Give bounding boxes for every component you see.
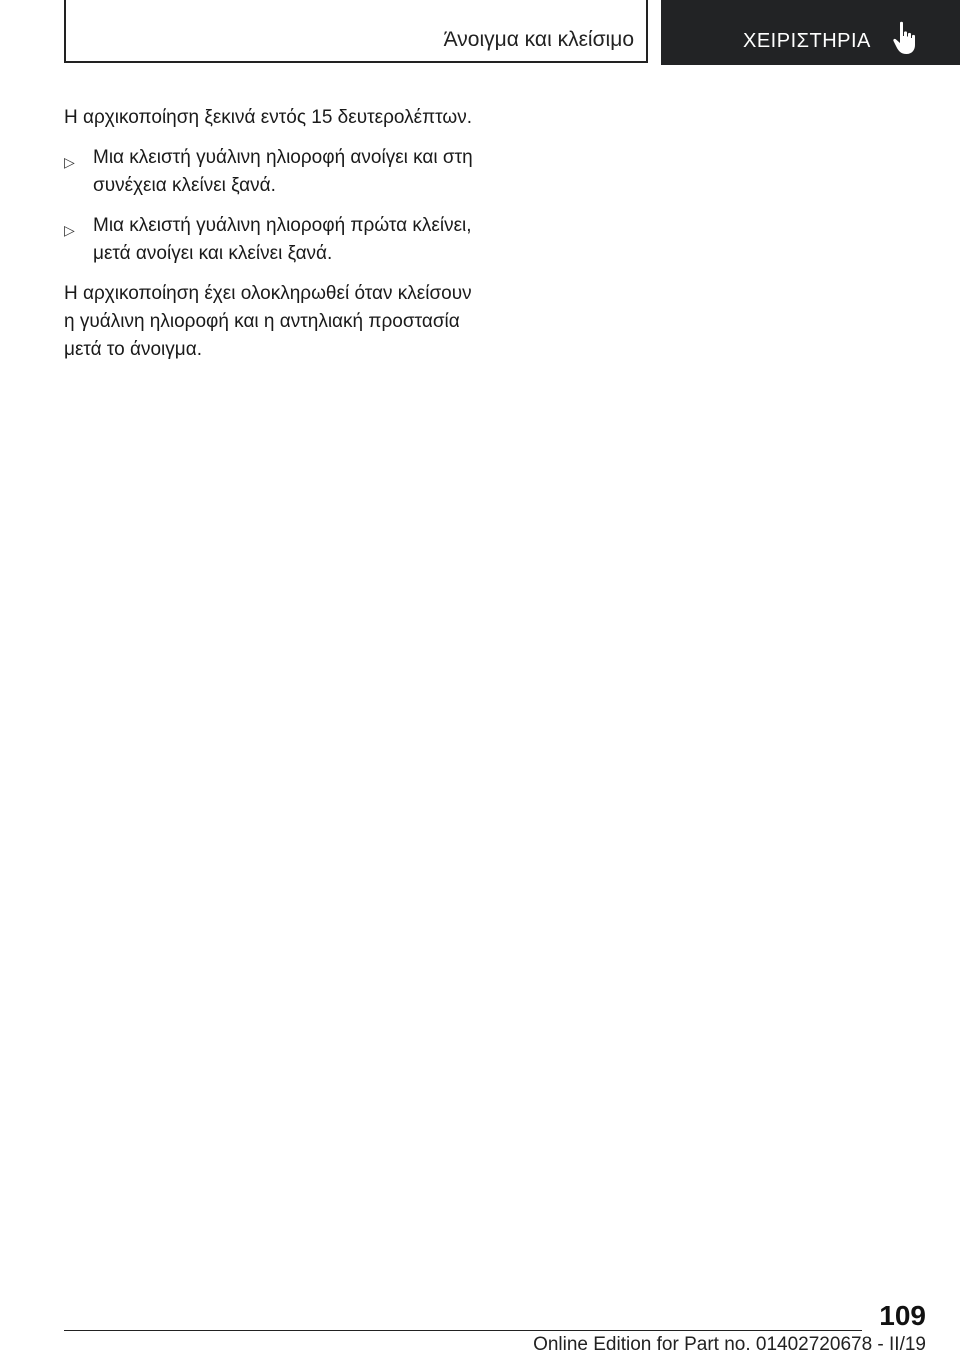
footer-edition: Online Edition for Part no. 01402720678 - II/19	[533, 1334, 926, 1355]
triangle-bullet-icon: ▷	[64, 222, 75, 238]
list-item	[64, 212, 484, 268]
list-item-text: Μια κλειστή γυάλινη ηλιοροφή ανοίγει και στη συνέχεια κλείνει ξανά.	[93, 147, 473, 196]
conclusion-paragraph: Η αρχικοποίηση έχει ολοκληρωθεί όταν κλείσουν η γυάλινη ηλιοροφή και η αντηλιακή προστασία μετά το άνοιγμα.	[64, 283, 472, 360]
list-item-text: Μια κλειστή γυάλινη ηλιοροφή πρώτα κλείνει, μετά ανοίγει και κλείνει ξανά.	[93, 215, 472, 264]
list-item	[64, 144, 484, 200]
triangle-bullet-icon: ▷	[64, 154, 75, 170]
chapter-title: ΧΕΙΡΙΣΤΗΡΙΑ	[743, 30, 871, 52]
header-chapter-tab	[661, 0, 960, 65]
footer-divider	[64, 1330, 862, 1331]
main-content	[64, 104, 484, 376]
header-section-box	[64, 0, 648, 63]
page-number: 109	[879, 1300, 926, 1331]
hand-pointer-icon	[891, 20, 921, 56]
section-title: Άνοιγμα και κλείσιμο	[443, 28, 634, 51]
intro-paragraph: Η αρχικοποίηση ξεκινά εντός 15 δευτερολέπτων.	[64, 107, 473, 128]
